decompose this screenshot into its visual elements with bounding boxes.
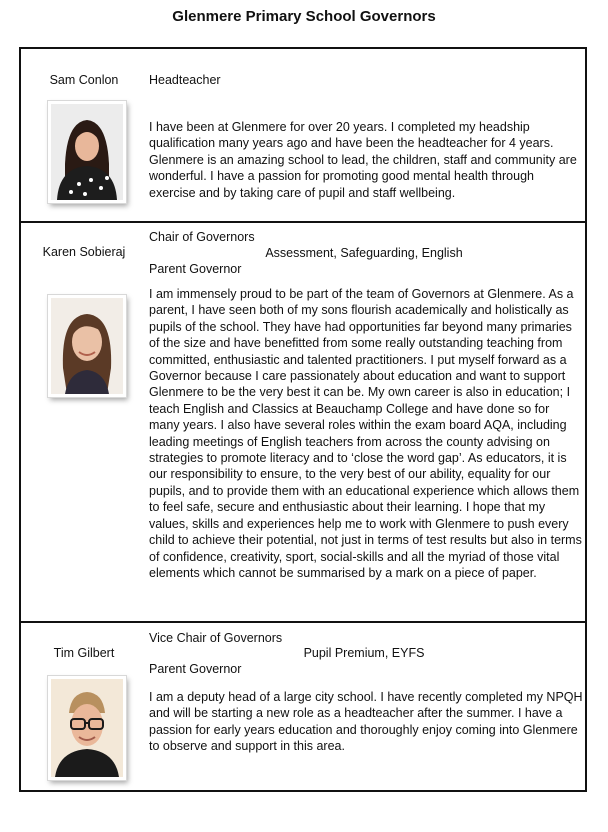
portrait-photo-icon (51, 679, 123, 777)
governor-bio: I have been at Glenmere for over 20 years. I completed my headship qualification many years ago and have been the headteacher for 4 years. Glenmere is an amazing school to lead, the children, staff and community are wonderful. I have a passion for promoting good mental health through exercise and by taking care of pupil and staff wellbeing. (149, 120, 577, 200)
governor-row-tim-gilbert (21, 621, 585, 790)
governor-bio: I am a deputy head of a large city school. I have recently completed my NPQH and will be starting a new role as a headteacher after the summer. I have a passion for early years education and thoroughly enjoy coming into Glenmere to observe and support in this area. (149, 690, 583, 754)
governor-name: Karen Sobieraj (42, 245, 126, 259)
governor-type: Parent Governor (149, 262, 242, 276)
governor-name: Tim Gilbert (53, 646, 115, 660)
governor-responsibilities: Pupil Premium, EYFS (303, 646, 425, 660)
page-title: Glenmere Primary School Governors (172, 8, 436, 25)
governor-row-sam-conlon (21, 49, 585, 221)
governor-role: Chair of Governors (149, 230, 255, 244)
governor-type: Parent Governor (149, 662, 242, 676)
governor-role: Vice Chair of Governors (149, 631, 283, 645)
governor-name: Sam Conlon (49, 73, 119, 87)
governor-photo (48, 101, 126, 203)
governor-role: Headteacher (149, 73, 221, 87)
governors-table (19, 47, 587, 792)
governor-photo (48, 676, 126, 780)
portrait-photo-icon (51, 104, 123, 200)
governor-responsibilities: Assessment, Safeguarding, English (265, 246, 463, 260)
governor-bio: I am immensely proud to be part of the team of Governors at Glenmere. As a parent, I have seen both of my sons flourish academically and holistically as pupils of the school. They have had opportunities far beyond many primaries of the size and have benefitted from some really outstanding teaching from committed, enthusiastic and talented practitioners. I put myself forward as a Governor because I care passionately about education and want to support Glenmere to be the very best it can be. My own career is also in education; I teach English and Classics at Beauchamp College and have done so for many years. I also have several roles within the exam board AQA, including leading meetings of English teachers from across the county advising on strategies to promote literacy and to ‘close the word gap’. As educators, it is our responsibility to ensure, to the very best of our ability, equality for our pupils, and to provide them with an educational experience which allows them to feel safe, secure and enthusiastic about their learning. I hope that my values, skills and experiences help me to work with Glenmere to push every child to achieve their potential, not just in terms of test results but also in terms of confidence, creativity, sport, social-skills and all the myriad of those vital elements which cannot be summarised by a mark on a piece of paper. (149, 287, 582, 580)
governor-row-karen-sobieraj (21, 221, 585, 621)
portrait-photo-icon (51, 298, 123, 394)
governor-photo (48, 295, 126, 397)
